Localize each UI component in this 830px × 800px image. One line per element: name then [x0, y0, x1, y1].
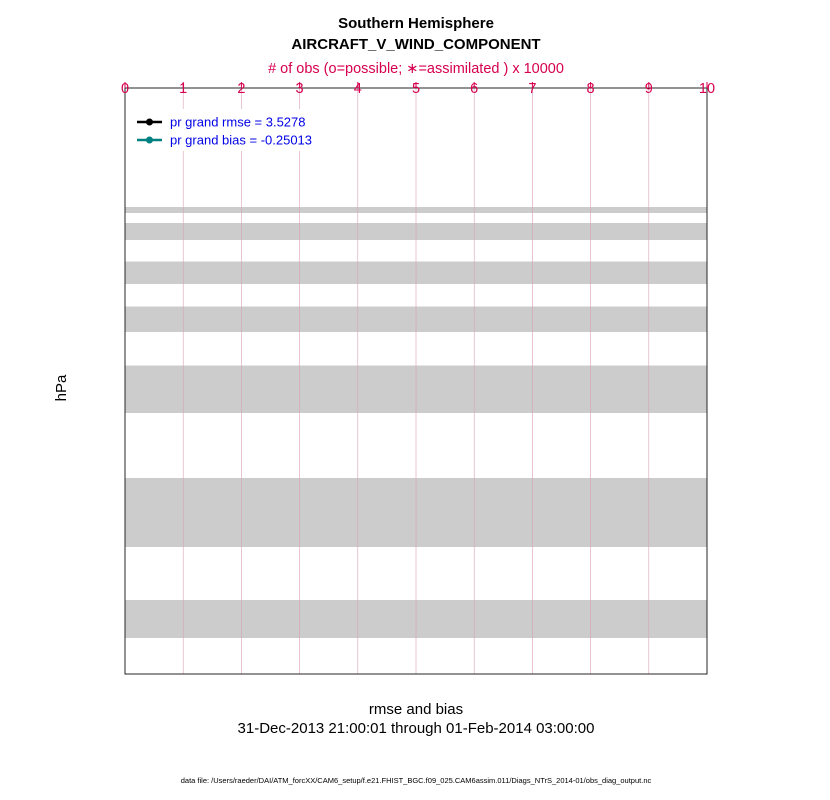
top-tick-label: 8: [586, 81, 595, 97]
x-axis-label: rmse and bias: [368, 701, 464, 718]
top-tick-label: 10: [698, 81, 716, 97]
top-tick-label: 3: [295, 81, 304, 97]
chart-title: Southern Hemisphere: [338, 15, 494, 32]
legend-marker-rmse: [146, 119, 153, 126]
top-tick-label: 9: [644, 81, 653, 97]
top-tick-label: 6: [470, 81, 479, 97]
legend-marker-bias: [146, 137, 153, 144]
legend-label-bias: pr grand bias = -0.25013: [170, 132, 313, 148]
top-tick-label: 2: [237, 81, 246, 97]
top-tick-label: 4: [353, 81, 362, 97]
footer-data-file: data file: /Users/raeder/DAI/ATM_forcXX/CAM6_setup/f.e21.FHIST_BGC.f09_025.CAM6assim.011/Diags_NTrS_2014-01/obs_diag_output.nc: [180, 776, 652, 785]
top-tick-label: 7: [528, 81, 537, 97]
legend-label-rmse: pr grand rmse = 3.5278: [170, 114, 306, 130]
chart-subtitle: AIRCRAFT_V_WIND_COMPONENT: [291, 36, 541, 53]
legend: [131, 109, 341, 151]
top-tick-label: 1: [179, 81, 188, 97]
date-range: 31-Dec-2013 21:00:01 through 01-Feb-2014 03:00:00: [237, 720, 595, 737]
y-axis-label: hPa: [53, 374, 70, 402]
axis-ticks: [121, 81, 715, 97]
top-axis-label: # of obs (o=possible; ∗=assimilated ) x 10000: [268, 61, 564, 77]
top-tick-label: 0: [120, 81, 130, 97]
top-tick-label: 5: [411, 81, 421, 97]
